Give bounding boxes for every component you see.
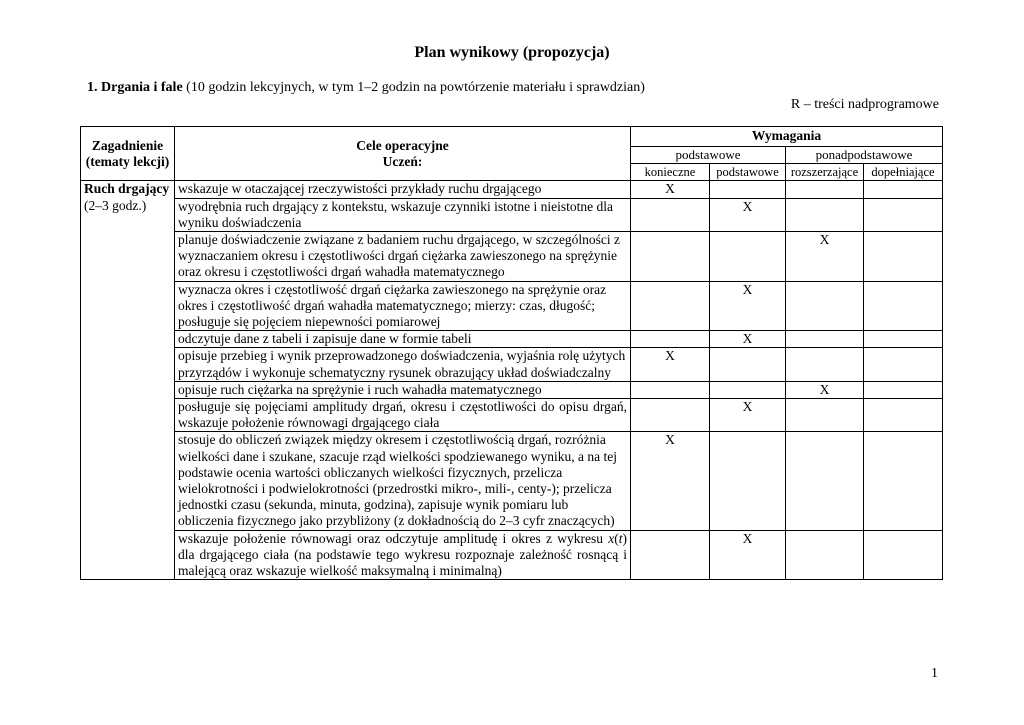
table-row xyxy=(81,232,943,282)
mark-necessary: X xyxy=(631,432,710,530)
mark-basic: X xyxy=(710,198,786,231)
table-row xyxy=(81,198,943,231)
mark-basic xyxy=(710,348,786,381)
goal-cell: odczytuje dane z tabeli i zapisuje dane w formie tabeli xyxy=(175,331,631,348)
mark-extended: X xyxy=(786,232,864,282)
goal-cell: posługuje się pojęciami amplitudy drgań, okresu i częstotliwości do opisu drgań, wskazuje położenie równowagi drgającego ciała xyxy=(175,399,631,432)
topic-hours: (2–3 godz.) xyxy=(84,197,147,213)
mark-extended xyxy=(786,181,864,198)
legend-note: R – treści nadprogramowe xyxy=(790,97,939,112)
level-basic-header: podstawowe xyxy=(710,164,786,181)
goal-text-part3: ) dla drgającego ciała (na podstawie tego wykresu rozpoznaje zależność rosnącą i malejącą oraz wskazuje wielkość maksymalną i minimalną) xyxy=(178,530,627,579)
goal-cell: stosuje do obliczeń związek między okresem i częstotliwością drgań, rozróżnia wielkości dane i szukane, szacuje rząd wielkości spodziewanego wyniku, a na tej podstawie ocenia wartości obliczanych wielkości fizycznych, przelicza wielokrotności i podwielokrotności (przedrostki mikro-, mili-, centy-); przelicza jednostki czasu (sekunda, minuta, godzina), zapisuje wynik pomiaru lub obliczenia fizycznego jako przybliżony (z dokładnością do 2–3 cyfr znaczących) xyxy=(175,432,631,530)
mark-complementary xyxy=(864,432,943,530)
mark-necessary xyxy=(631,530,710,580)
table-row xyxy=(81,399,943,432)
mark-basic: X xyxy=(710,331,786,348)
goal-cell xyxy=(175,530,631,580)
table-row xyxy=(81,181,943,198)
goal-cell: wskazuje w otaczającej rzeczywistości przykłady ruchu drgającego xyxy=(175,181,631,198)
table-row xyxy=(81,348,943,381)
mark-extended xyxy=(786,399,864,432)
mark-complementary xyxy=(864,232,943,282)
section-number: 1. xyxy=(87,80,98,95)
mark-basic xyxy=(710,381,786,398)
mark-necessary xyxy=(631,198,710,231)
mark-necessary xyxy=(631,281,710,331)
mark-basic xyxy=(710,232,786,282)
mark-complementary xyxy=(864,381,943,398)
goal-cell: opisuje ruch ciężarka na sprężynie i ruch wahadła matematycznego xyxy=(175,381,631,398)
mark-complementary xyxy=(864,181,943,198)
mark-complementary xyxy=(864,198,943,231)
table-row xyxy=(81,381,943,398)
section-details: (10 godzin lekcyjnych, w tym 1–2 godzin na powtórzenie materiału i sprawdzian) xyxy=(186,80,645,95)
mark-necessary xyxy=(631,331,710,348)
section-title: Drgania i fale xyxy=(101,80,183,95)
goal-variable-t: t xyxy=(618,530,623,546)
page-title: Plan wynikowy (propozycja) xyxy=(414,44,610,61)
requirements-header: Wymagania xyxy=(631,127,943,147)
goal-text-part1: wskazuje położenie równowagi oraz odczytuje amplitudę i okres z wykresu xyxy=(178,530,609,546)
mark-necessary: X xyxy=(631,348,710,381)
level-extended-header: rozszerzające xyxy=(786,164,864,181)
mark-necessary: X xyxy=(631,181,710,198)
mark-extended xyxy=(786,331,864,348)
level-complementary-header: dopełniające xyxy=(864,164,943,181)
mark-necessary xyxy=(631,381,710,398)
mark-basic xyxy=(710,181,786,198)
mark-complementary xyxy=(864,348,943,381)
level-necessary-header: konieczne xyxy=(631,164,710,181)
topic-name: Ruch drgający xyxy=(84,181,170,197)
table-row xyxy=(81,281,943,331)
mark-extended xyxy=(786,281,864,331)
mark-complementary xyxy=(864,399,943,432)
goal-text-part2: ( xyxy=(614,530,619,546)
mark-extended xyxy=(786,530,864,580)
mark-basic: X xyxy=(710,281,786,331)
goal-cell: opisuje przebieg i wynik przeprowadzonego doświadczenia, wyjaśnia rolę użytych przyrządów i wykonuje schematyczny rysunek obrazujący układ doświadczalny xyxy=(175,348,631,381)
goals-header-line1: Cele operacyjne xyxy=(356,137,449,153)
table-row xyxy=(81,432,943,530)
page-number: 1 xyxy=(931,666,938,681)
table-row xyxy=(81,331,943,348)
mark-basic: X xyxy=(710,399,786,432)
mark-necessary xyxy=(631,399,710,432)
mark-complementary xyxy=(864,530,943,580)
goals-header-line2: Uczeń: xyxy=(382,153,423,169)
advanced-header: ponadpodstawowe xyxy=(786,147,943,164)
basic-header: podstawowe xyxy=(631,147,786,164)
goal-cell: planuje doświadczenie związane z badaniem ruchu drgającego, w szczególności z wyznaczaniem okresu i częstotliwości drgań ciężarka zawieszonego na sprężynie oraz okresu i częstotliwości drgań wahadła matematycznego xyxy=(175,232,631,282)
mark-extended xyxy=(786,198,864,231)
plan-table xyxy=(80,126,943,580)
goals-header xyxy=(175,127,631,181)
mark-necessary xyxy=(631,232,710,282)
mark-basic: X xyxy=(710,530,786,580)
mark-basic xyxy=(710,432,786,530)
goal-variable-x: x xyxy=(608,530,615,546)
mark-complementary xyxy=(864,331,943,348)
mark-extended xyxy=(786,432,864,530)
goal-cell: wyznacza okres i częstotliwość drgań ciężarka zawieszonego na sprężynie oraz okres i częstotliwość drgań wahadła matematycznego; mierzy: czas, długość; posługuje się pojęciem niepewności pomiarowej xyxy=(175,281,631,331)
table-row xyxy=(81,530,943,580)
mark-complementary xyxy=(864,281,943,331)
section-heading xyxy=(87,80,645,96)
mark-extended: X xyxy=(786,381,864,398)
mark-extended xyxy=(786,348,864,381)
topic-cell xyxy=(81,181,175,580)
topic-header: Zagadnienie (tematy lekcji) xyxy=(81,127,175,181)
goal-cell: wyodrębnia ruch drgający z kontekstu, wskazuje czynniki istotne i nieistotne dla wyniku doświadczenia xyxy=(175,198,631,231)
